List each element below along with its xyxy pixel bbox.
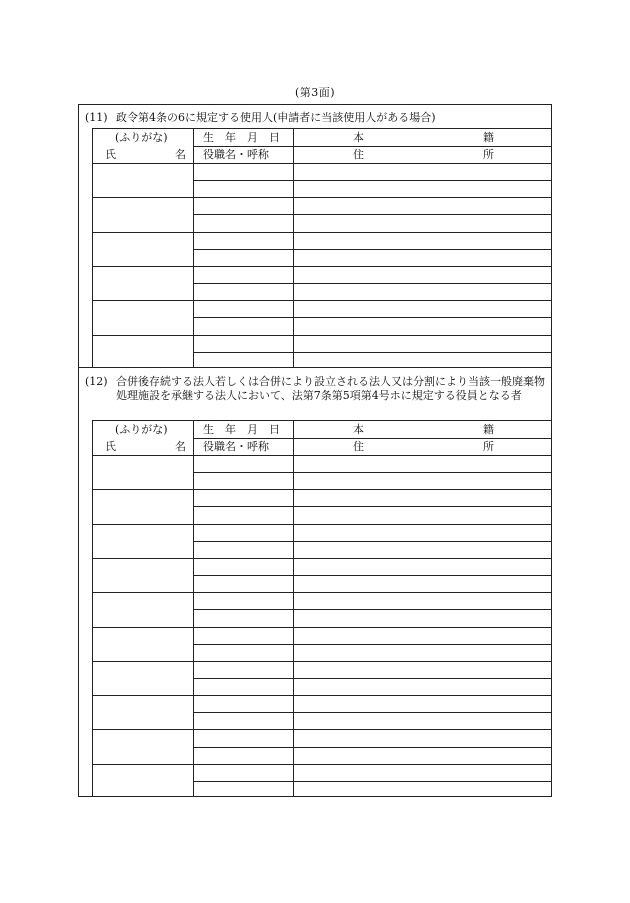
section-number: (11) (85, 111, 108, 124)
entry-sub-divider (193, 506, 551, 507)
birth-date-header: 生 年 月 日 (203, 423, 280, 436)
furigana-header: (ふりがな) (115, 131, 168, 144)
users-table (92, 128, 551, 367)
entry-row-divider (93, 489, 551, 490)
entry-sub-divider (193, 541, 551, 542)
name-header-left: 氏 (105, 440, 116, 453)
entry-sub-divider (193, 747, 551, 748)
section-title: 政令第4条の6に規定する使用人(申請者に当該使用人がある場合) (116, 111, 436, 124)
honseki-header-left: 本 (353, 423, 364, 436)
entry-sub-divider (193, 575, 551, 576)
entry-sub-divider (193, 472, 551, 473)
entry-row-divider (93, 455, 551, 456)
entry-sub-divider (193, 317, 551, 318)
entry-sub-divider (193, 678, 551, 679)
name-header-left: 氏 (105, 148, 116, 161)
entry-row-divider (93, 764, 551, 765)
entry-row-divider (93, 335, 551, 336)
section-title: 合併後存続する法人若しくは合併により設立される法人又は分割により当該一般廃棄物処理施設を承継する法人において、法第7条第5項第4号ホに規定する役員となる者 (116, 375, 545, 402)
entry-row-divider (93, 729, 551, 730)
entry-sub-divider (193, 609, 551, 610)
entry-sub-divider (193, 283, 551, 284)
section-number: (12) (85, 375, 108, 388)
officers-table (92, 420, 551, 797)
address-header-left: 住 (353, 440, 364, 453)
page-label: (第3面) (294, 86, 336, 99)
entry-row-divider (93, 163, 551, 164)
header-divider (193, 146, 551, 147)
address-header-left: 住 (353, 148, 364, 161)
section-12 (79, 367, 551, 797)
section-11 (79, 105, 551, 367)
address-header-right: 所 (483, 440, 494, 453)
entry-row-divider (93, 232, 551, 233)
section-heading (85, 375, 545, 403)
name-header-right: 名 (175, 148, 186, 161)
entry-row-divider (93, 266, 551, 267)
entry-sub-divider (193, 781, 551, 782)
entry-row-divider (93, 558, 551, 559)
section-heading (85, 111, 545, 125)
entry-sub-divider (193, 249, 551, 250)
entry-row-divider (93, 592, 551, 593)
position-header: 役職名・呼称 (203, 148, 269, 161)
form-frame (78, 104, 552, 797)
entry-sub-divider (193, 712, 551, 713)
entry-row-divider (93, 627, 551, 628)
entry-sub-divider (193, 644, 551, 645)
header-divider (193, 438, 551, 439)
furigana-header: (ふりがな) (115, 423, 168, 436)
name-header-right: 名 (175, 440, 186, 453)
entry-row-divider (93, 661, 551, 662)
entry-sub-divider (193, 352, 551, 353)
entry-row-divider (93, 695, 551, 696)
position-header: 役職名・呼称 (203, 440, 269, 453)
honseki-header-right: 籍 (483, 423, 494, 436)
entry-sub-divider (193, 180, 551, 181)
entry-row-divider (93, 524, 551, 525)
birth-date-header: 生 年 月 日 (203, 131, 280, 144)
entry-row-divider (93, 197, 551, 198)
address-header-right: 所 (483, 148, 494, 161)
entry-sub-divider (193, 214, 551, 215)
entry-row-divider (93, 300, 551, 301)
honseki-header-left: 本 (353, 131, 364, 144)
honseki-header-right: 籍 (483, 131, 494, 144)
